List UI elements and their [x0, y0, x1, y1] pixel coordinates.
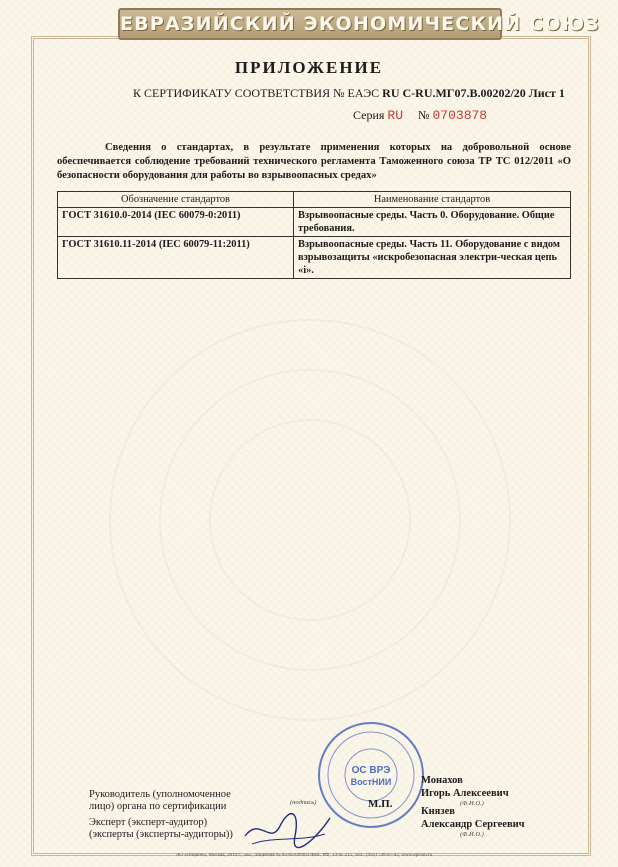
intro-paragraph: Сведения о стандартах, в результате применения которых на добровольной основе обеспечивается соблюдение требований технического регламента Таможенного союза ТР ТС 012/2011 «О безопасности оборудования для работы во взрывоопасных средах»: [57, 142, 571, 181]
standard-name: Взрывоопасные среды. Часть 0. Оборудование. Общие требования.: [294, 208, 571, 237]
expert-label-line-1: Эксперт (эксперт-аудитор): [89, 817, 208, 828]
stamp-text-2: ВостНИИ: [350, 777, 392, 787]
head-label-line-1: Руководитель (уполномоченное: [89, 789, 231, 800]
fio-hint: (Ф.И.О.): [460, 800, 484, 807]
printer-footer: АО «Опцион», Москва, 2019 г., «Б», Лицензия № 05-05-09/003 ФНС РФ, ТЗ № 215, Тел.: (495) 726-47-42, www.opcion.ru: [176, 853, 433, 858]
standard-code: ГОСТ 31610.11-2014 (IEC 60079-11:2011): [58, 237, 294, 279]
background-ornament: [60, 300, 560, 740]
column-header-name: Наименование стандартов: [294, 192, 571, 208]
stamp-text-1: ОС ВРЭ: [351, 765, 391, 776]
blank-number: 0703878: [432, 108, 488, 123]
number-sign: №: [418, 108, 430, 122]
stamp-place-label: М.П.: [368, 798, 393, 810]
standard-code: ГОСТ 31610.0-2014 (IEC 60079-0:2011): [58, 208, 294, 237]
expert-label: [89, 817, 233, 841]
page-title: ПРИЛОЖЕНИЕ: [234, 58, 384, 77]
series-line: [353, 108, 487, 123]
fio-hint-expert: (Ф.И.О.): [460, 831, 484, 838]
head-label-line-2: лицо) органа по сертификации: [89, 801, 227, 812]
certificate-number: RU С-RU.МГ07.В.00202/20 Лист 1: [382, 86, 565, 100]
standards-table: [57, 191, 571, 279]
table-row: [58, 208, 571, 237]
certificate-reference: [133, 86, 565, 101]
expert-label-line-2: (эксперты (эксперты-аудиторы)): [89, 829, 233, 840]
expert-first-name: Александр Сергеевич: [421, 819, 525, 830]
signature-hint: (подпись): [290, 799, 317, 806]
expert-last-name: Князев: [421, 806, 455, 817]
head-label: [89, 789, 231, 813]
certificate-prefix: К СЕРТИФИКАТУ СООТВЕТСТВИЯ № ЕАЭС: [133, 86, 380, 100]
head-last-name: Монахов: [421, 775, 463, 786]
series-label: Серия: [353, 108, 385, 122]
table-header-row: [58, 192, 571, 208]
banner-title: ЕВРАЗИЙСКИЙ ЭКОНОМИЧЕСКИЙ СОЮЗ: [118, 8, 502, 40]
series-value: RU: [387, 108, 404, 123]
head-first-name: Игорь Алексеевич: [421, 788, 509, 799]
handwritten-signature: [240, 806, 335, 851]
column-header-code: Обозначение стандартов: [58, 192, 294, 208]
standard-name: Взрывоопасные среды. Часть 11. Оборудование с видом взрывозащиты «искробезопасная электри-ческая цепь «i».: [294, 237, 571, 279]
table-row: [58, 237, 571, 279]
